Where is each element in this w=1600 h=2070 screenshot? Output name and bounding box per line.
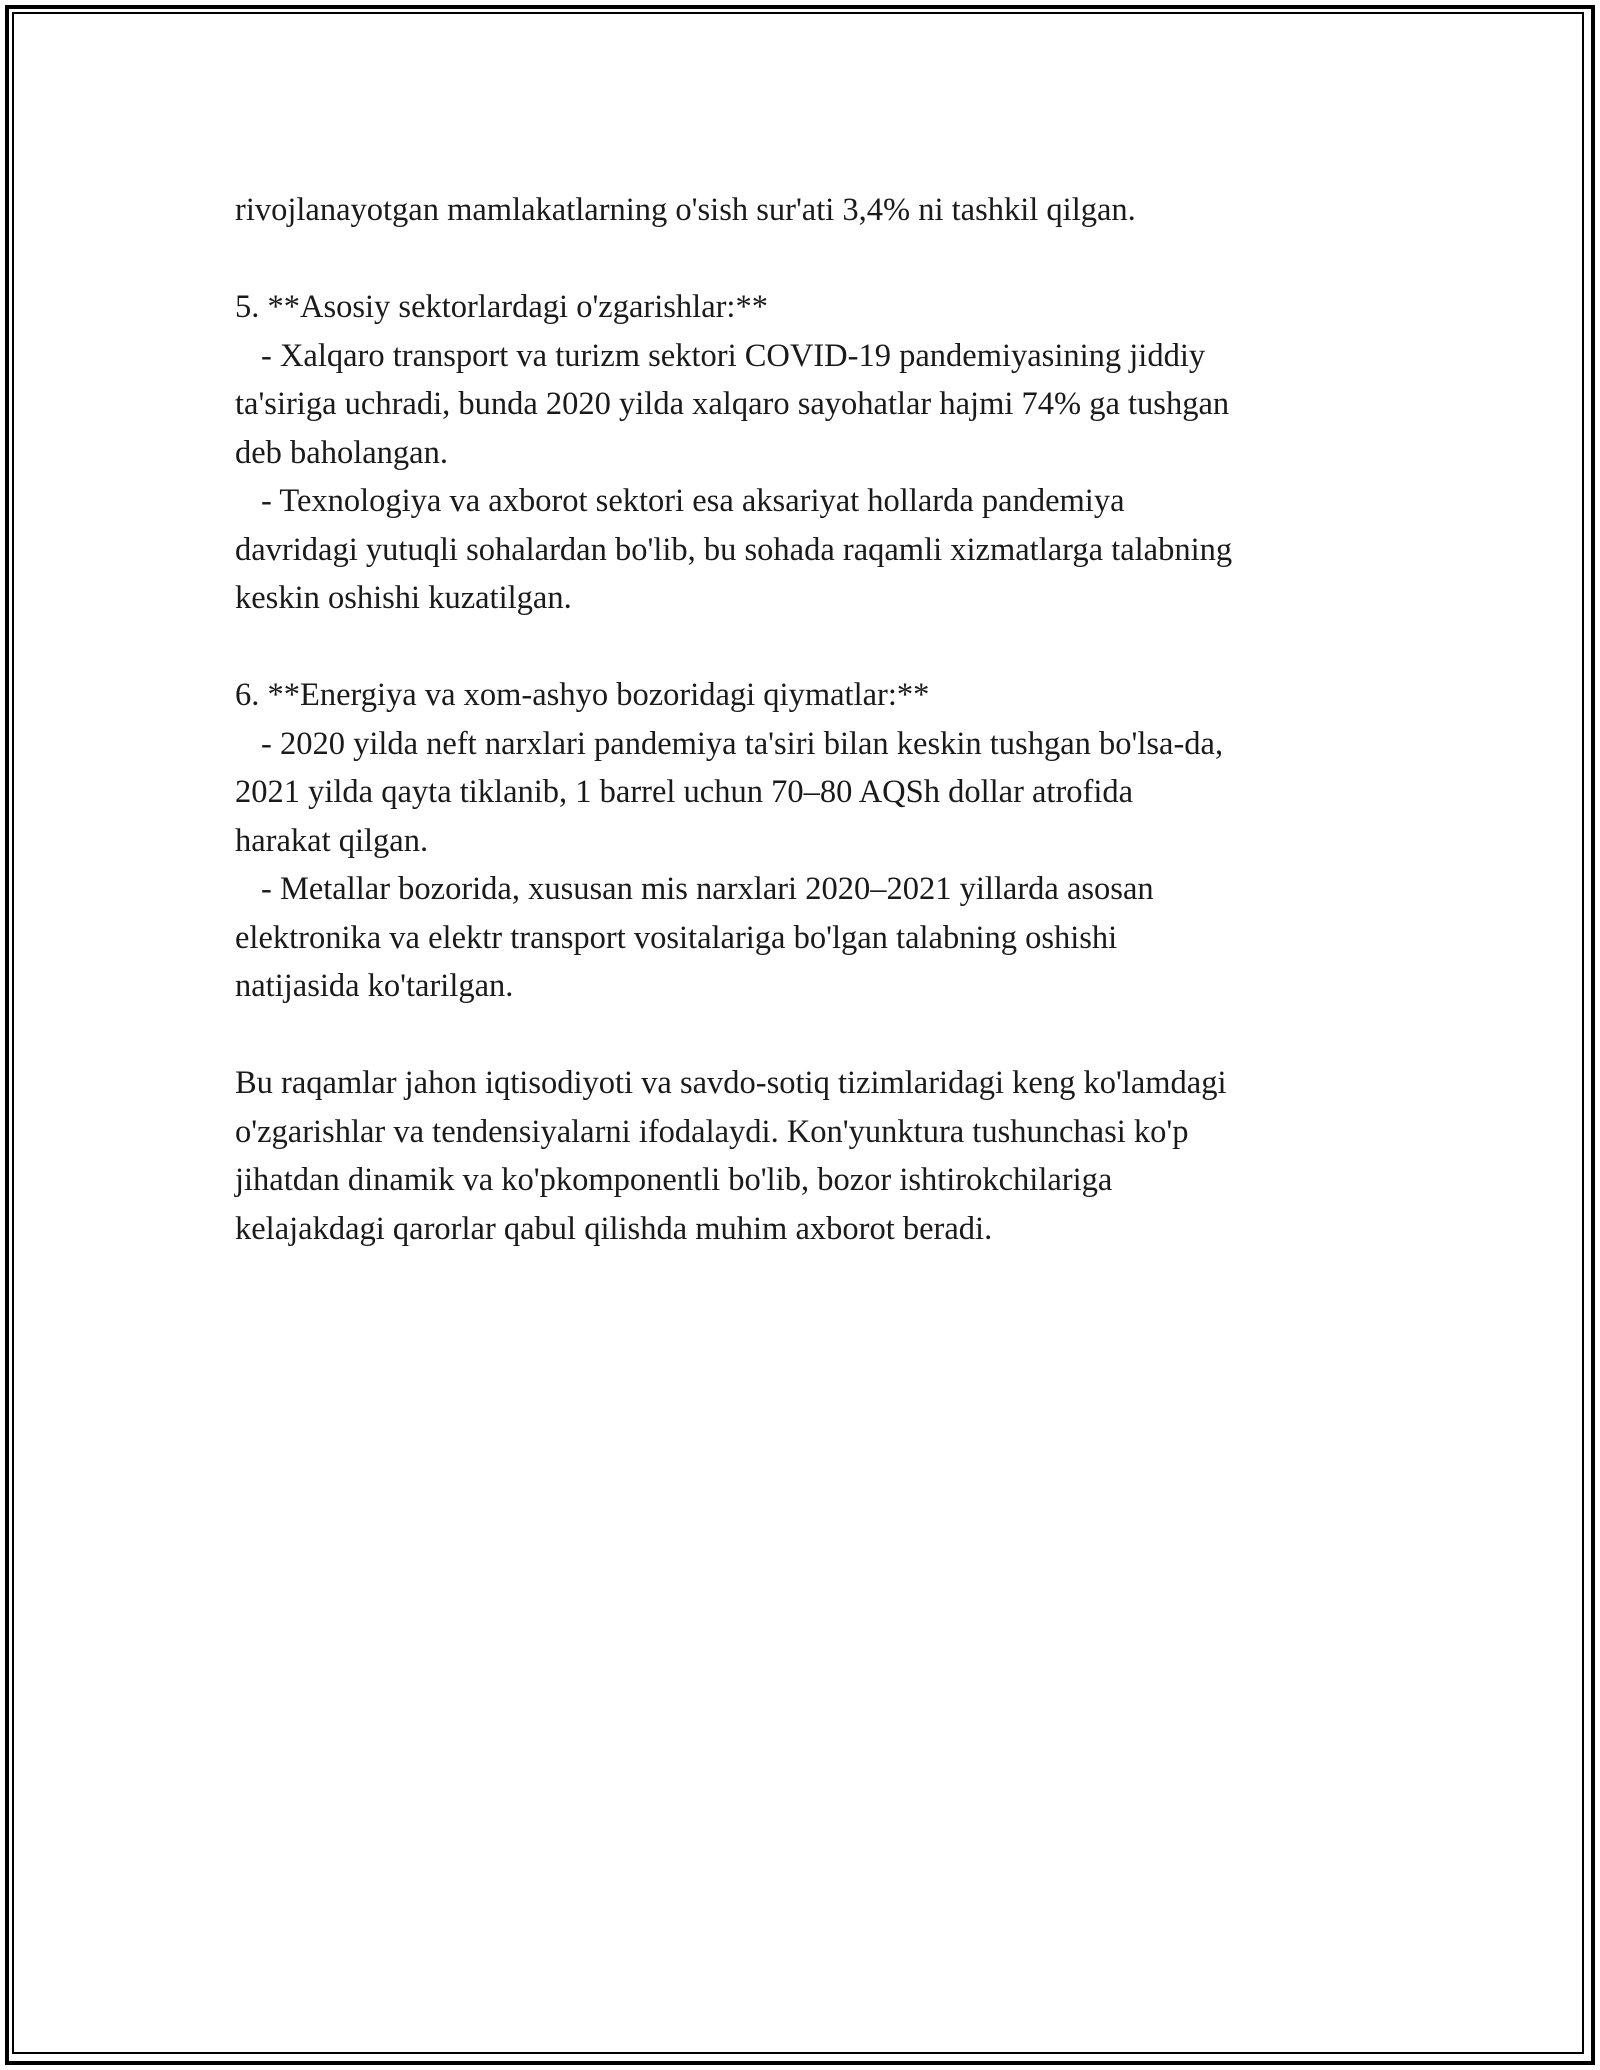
list-item-first-line: - Metallar bozorida, xususan mis narxlari 2020–2021 yillarda asosan bbox=[261, 871, 1154, 907]
section-6 bbox=[235, 671, 1385, 1011]
section-5-item-2 bbox=[235, 477, 1385, 623]
section-5 bbox=[235, 283, 1385, 623]
conclusion-line: jihatdan dinamik va ko'pkomponentli bo'lib, bozor ishtirokchilariga bbox=[235, 1162, 1113, 1198]
section-6-item-1 bbox=[235, 720, 1385, 866]
list-item-line: natijasida ko'tarilgan. bbox=[235, 968, 514, 1004]
list-item-line: elektronika va elektr transport vositalariga bo'lgan talabning oshishi bbox=[235, 919, 1118, 956]
paragraph-gap bbox=[235, 235, 1385, 284]
section-6-heading: 6. **Energiya va xom-ashyo bozoridagi qiymatlar:** bbox=[235, 677, 930, 713]
section-6-item-2 bbox=[235, 865, 1385, 1011]
conclusion-line: Bu raqamlar jahon iqtisodiyoti va savdo-sotiq tizimlaridagi keng ko'lamdagi bbox=[235, 1065, 1227, 1101]
list-item-first-line: - Texnologiya va axborot sektori esa aksariyat hollarda pandemiya bbox=[261, 483, 1125, 519]
list-item-line: deb baholangan. bbox=[235, 434, 448, 471]
list-item-line: ta'siriga uchradi, bunda 2020 yilda xalqaro sayohatlar hajmi 74% ga tushgan bbox=[235, 386, 1230, 422]
list-item-line: 2021 yilda qayta tiklanib, 1 barrel uchun 70–80 AQSh dollar atrofida bbox=[235, 774, 1134, 810]
conclusion-line: kelajakdagi qarorlar qabul qilishda muhim axborot beradi. bbox=[235, 1210, 993, 1247]
conclusion-paragraph bbox=[235, 1059, 1385, 1253]
section-5-item-1 bbox=[235, 332, 1385, 478]
paragraph-gap bbox=[235, 1011, 1385, 1060]
list-item-line: harakat qilgan. bbox=[235, 822, 429, 859]
paragraph-gap bbox=[235, 623, 1385, 672]
list-item-first-line: - 2020 yilda neft narxlari pandemiya ta'siri bilan keskin tushgan bo'lsa-da, bbox=[261, 725, 1224, 762]
conclusion-line: o'zgarishlar va tendensiyalarni ifodalaydi. Kon'yunktura tushunchasi ko'p bbox=[235, 1113, 1189, 1150]
list-item-first-line: - Xalqaro transport va turizm sektori COVID-19 pandemiyasining jiddiy bbox=[261, 337, 1206, 374]
document-body bbox=[235, 186, 1385, 1253]
intro-line: rivojlanayotgan mamlakatlarning o'sish sur'ati 3,4% ni tashkil qilgan. bbox=[235, 192, 1136, 228]
section-5-heading: 5. **Asosiy sektorlardagi o'zgarishlar:** bbox=[235, 289, 768, 325]
list-item-line: davridagi yutuqli sohalardan bo'lib, bu sohada raqamli xizmatlarga talabning bbox=[235, 531, 1233, 568]
list-item-line: keskin oshishi kuzatilgan. bbox=[235, 580, 572, 616]
